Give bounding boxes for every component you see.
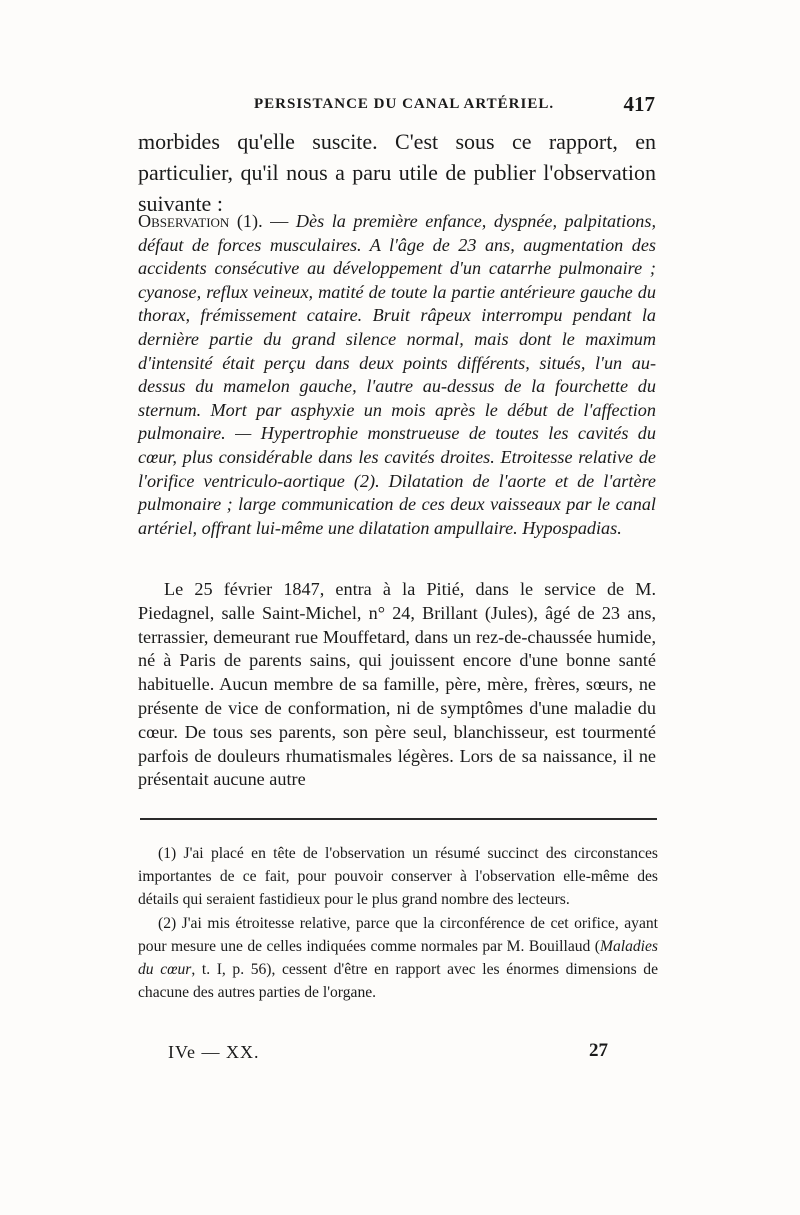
footnote-rule bbox=[140, 818, 657, 820]
page-number: 417 bbox=[623, 92, 655, 116]
observation-label: Observation bbox=[138, 211, 230, 231]
observation-summary bbox=[138, 210, 656, 540]
footnote-2-citation: Maladies du cœur bbox=[138, 938, 658, 978]
footnotes bbox=[138, 843, 658, 1007]
footnote-2-start: (2) J'ai mis étroitesse relative, parce que la circonférence de cet orifice, ayant pour mesure une de celles indiquées comme normales par M. Bouillaud ( bbox=[138, 915, 658, 956]
footnote-1: (1) J'ai placé en tête de l'observation un résumé succinct des circonstances importantes de ce fait, pour pouvoir conserver à l'observation elle-même des détails qui seraient fastidieux pour le plus grand nombre des lecteurs. bbox=[138, 845, 658, 908]
signature-mark: IVe — XX. bbox=[168, 1042, 260, 1062]
case-paragraph: Le 25 février 1847, entra à la Pitié, dans le service de M. Piedagnel, salle Saint-Michel, n° 24, Brillant (Jules), âgé de 23 ans, terrassier, demeurant rue Mouffetard, dans un rez-de-chaussée humide, né à Paris de parents sains, qui jouissent encore d'une bonne santé habituelle. Aucun membre de sa famille, père, mère, frères, sœurs, ne présente de vice de conformation, ni de symptômes d'une maladie du cœur. De tous ses parents, son père seul, blanchisseur, est tourmenté parfois de douleurs rhumatismales légères. Lors de sa naissance, il ne présentait aucune autre bbox=[138, 579, 656, 790]
running-head bbox=[140, 92, 655, 122]
sheet-number: 27 bbox=[589, 1040, 608, 1061]
footnote-2 bbox=[138, 913, 658, 1004]
intro-paragraph: morbides qu'elle suscite. C'est sous ce rapport, en particulier, qu'il nous a paru utile de publier l'observation suivante : bbox=[138, 129, 656, 216]
observation-dash: — bbox=[270, 211, 289, 231]
observation-summary-text: Dès la première enfance, dyspnée, palpitations, défaut de forces musculaires. A l'âge de 23 ans, augmentation des accidents consécutive au développement d'un catarrhe pulmonaire ; cyanose, reflux veineux, matité de toute la partie antérieure gauche du thorax, frémissement cataire. Bruit râpeux interrompu pendant la dernière partie du grand silence normal, mais dont le maximum d'intensité était perçu dans deux points différents, situés, l'un au-dessus du mamelon gauche, l'autre au-dessus de la fourchette du sternum. Mort par asphyxie un mois après le début de l'affection pulmonaire. — Hypertrophie monstrueuse de toutes les cavités du cœur, plus considérable dans les cavités droites. Etroitesse relative de l'orifice ventriculo-aortique (2). Dilatation de l'aorte et de l'artère pulmonaire ; large communication de ces deux vaisseaux par le canal artériel, offrant lui-même une dilatation ampullaire. Hypospadias. bbox=[138, 211, 657, 538]
running-title: PERSISTANCE DU CANAL ARTÉRIEL. bbox=[254, 96, 555, 112]
observation-note-ref: (1). bbox=[236, 211, 263, 231]
footnote-2-end: , t. I, p. 56), cessent d'être en rapport avec les énormes dimensions de chacune des autres parties de l'organe. bbox=[138, 960, 658, 1001]
